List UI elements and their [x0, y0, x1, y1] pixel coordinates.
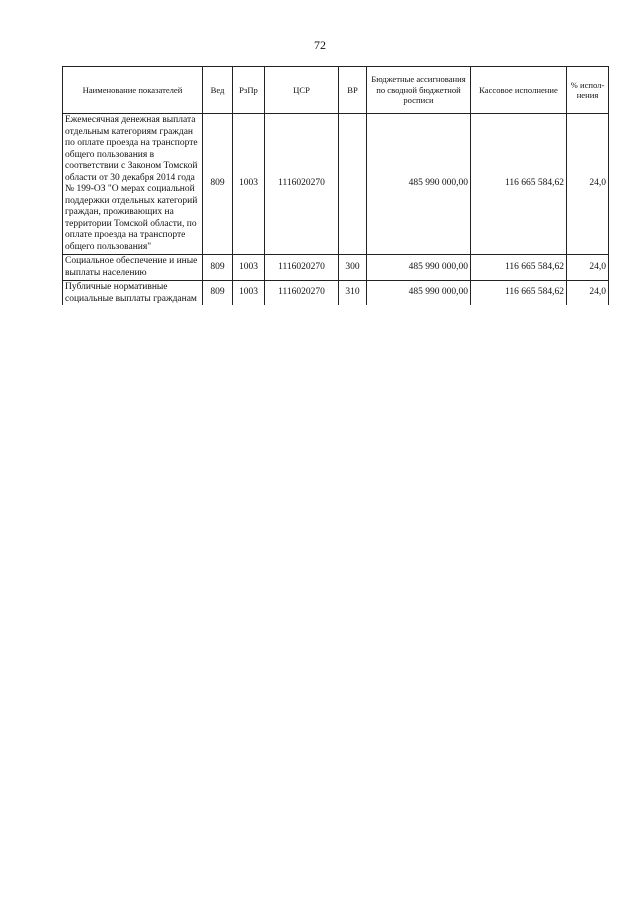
- header-rzpr: РзПр: [233, 67, 265, 114]
- table-row: [63, 281, 609, 306]
- row-percent: 24,0: [567, 255, 609, 281]
- row-csr: 1116020270: [265, 255, 339, 281]
- row-ved: 809: [203, 281, 233, 306]
- row-rzpr: 1003: [233, 281, 265, 306]
- header-ved: Вед: [203, 67, 233, 114]
- row-csr: 1116020270: [265, 114, 339, 255]
- row-cash: 116 665 584,62: [471, 255, 567, 281]
- row-rzpr: 1003: [233, 255, 265, 281]
- table-header-row: [63, 67, 609, 114]
- row-vr: 300: [339, 255, 367, 281]
- header-cash: Кассовое исполнение: [471, 67, 567, 114]
- row-name: Публичные нормативные социальные выплаты гражданам: [63, 281, 203, 306]
- row-csr: 1116020270: [265, 281, 339, 306]
- budget-execution-table: [62, 66, 609, 305]
- table-row: [63, 255, 609, 281]
- table-row: [63, 114, 609, 255]
- row-name: Ежемесячная денежная выплата отдельным категориям граждан по оплате проезда на транспорте общего пользования в соответствии с Законом Томской области от 30 декабря 2014 года № 199-ОЗ "О мерах социальной поддержки отдельных категорий граждан, проживающих на территории Томской области, по оплате проезда на транспорте общего пользования": [63, 114, 203, 255]
- header-csr: ЦСР: [265, 67, 339, 114]
- row-rzpr: 1003: [233, 114, 265, 255]
- row-assignments: 485 990 000,00: [367, 255, 471, 281]
- row-cash: 116 665 584,62: [471, 114, 567, 255]
- row-assignments: 485 990 000,00: [367, 114, 471, 255]
- row-ved: 809: [203, 255, 233, 281]
- row-percent: 24,0: [567, 114, 609, 255]
- header-vr: ВР: [339, 67, 367, 114]
- header-name: Наименование показателей: [63, 67, 203, 114]
- header-assignments: Бюджетные ассигнования по сводной бюджетной росписи: [367, 67, 471, 114]
- row-vr: 310: [339, 281, 367, 306]
- row-ved: 809: [203, 114, 233, 255]
- row-assignments: 485 990 000,00: [367, 281, 471, 306]
- page-number: 72: [314, 38, 326, 52]
- header-percent: % испол-нения: [567, 67, 609, 114]
- row-vr: [339, 114, 367, 255]
- row-name: Социальное обеспечение и иные выплаты населению: [63, 255, 203, 281]
- row-cash: 116 665 584,62: [471, 281, 567, 306]
- row-percent: 24,0: [567, 281, 609, 306]
